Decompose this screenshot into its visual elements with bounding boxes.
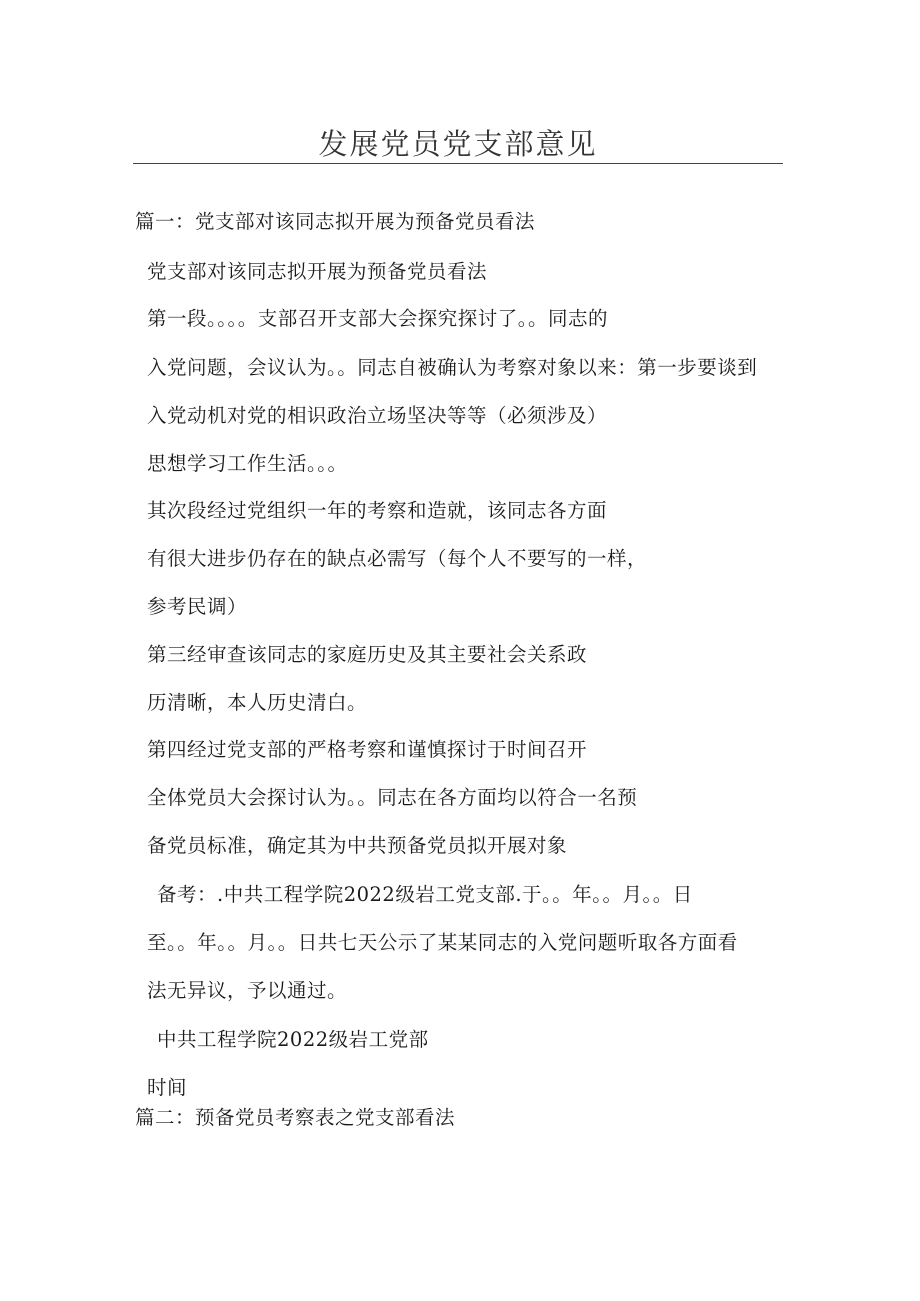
paragraph-line: 有很大进步仍存在的缺点必需写（每个人不要写的一样， [147, 547, 648, 570]
section-heading-1: 篇一：党支部对该同志拟开展为预备党员看法 [135, 210, 536, 233]
document-title: 发展党员党支部意见 [318, 127, 598, 161]
paragraph-line: 至。。年。。月。。日共七天公示了某某同志的入党问题听取各方面看 [147, 931, 738, 954]
section-heading-2: 篇二：预备党员考察表之党支部看法 [135, 1106, 456, 1129]
paragraph-line: 第三经审查该同志的家庭历史及其主要社会关系政 [147, 643, 588, 666]
paragraph-line: 其次段经过党组织一年的考察和造就，该同志各方面 [147, 499, 608, 522]
paragraph-line: 法无异议，予以通过。 [147, 979, 348, 1002]
paragraph-line: 第四经过党支部的严格考察和谨慎探讨于时间召开 [147, 738, 588, 761]
paragraph-line: 党支部对该同志拟开展为预备党员看法 [147, 260, 488, 283]
paragraph-line: 备党员标准，确定其为中共预备党员拟开展对象 [147, 834, 568, 857]
signature-line: 中共工程学院2022级岩工党部 [157, 1028, 429, 1051]
paragraph-line: 全体党员大会探讨认为。。同志在各方面均以符合一名预 [147, 786, 638, 809]
paragraph-line: 历清晰，本人历史清白。 [147, 691, 368, 714]
paragraph-line: 参考民调） [147, 595, 248, 618]
paragraph-line: 第一段。。。。支部召开支部大会探究探讨了。。同志的 [147, 307, 609, 330]
date-line: 时间 [147, 1076, 188, 1099]
paragraph-line: 思想学习工作生活。。。 [147, 452, 348, 475]
title-underline [133, 163, 783, 164]
paragraph-line: 入党动机对党的相识政治立场坚决等等（必须涉及） [147, 404, 608, 427]
paragraph-line: 入党问题，会议认为。。同志自被确认为考察对象以来：第一步要谈到 [147, 356, 758, 379]
paragraph-line: 备考：.中共工程学院2022级岩工党支部.于。。年。。月。。日 [157, 883, 693, 906]
